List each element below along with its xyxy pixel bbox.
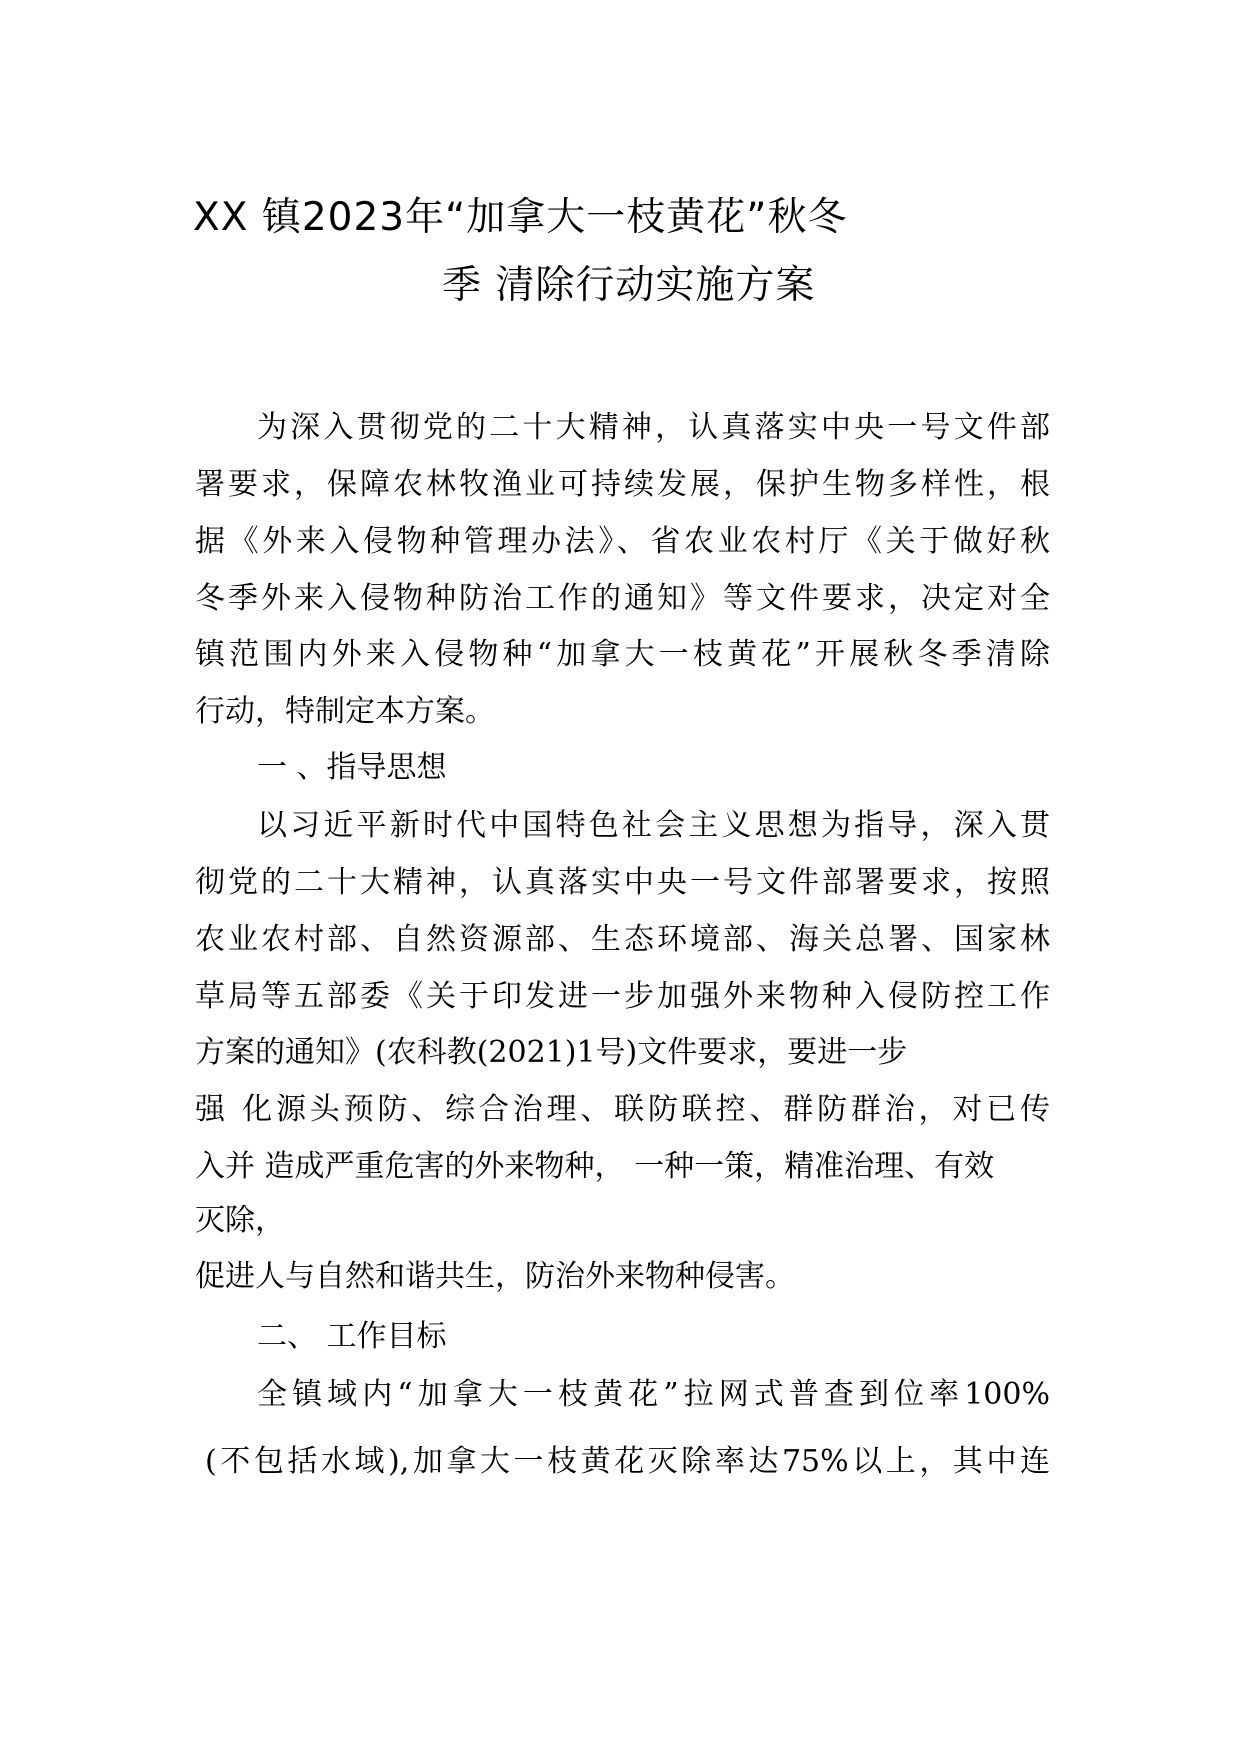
document-title-line-2: 季 清除行动实施方案 <box>442 263 816 308</box>
intro-line-5: 镇范围内外来入侵物种“加拿大一枝黄花”开展秋冬季清除 <box>195 637 1050 672</box>
section-2-line: (不包括水域),加拿大一枝黄花灭除率达75%以上，其中连 <box>205 1444 1050 1479</box>
section-2-line: 全镇域内“加拿大一枝黄花”拉网式普查到位率100% <box>257 1377 1050 1412</box>
section-1-line: 方案的通知》(农科教(2021)1号)文件要求，要进一步 <box>195 1035 908 1070</box>
section-1-line: 以习近平新时代中国特色社会主义思想为指导，深入贯 <box>257 808 1050 843</box>
section-1-heading: 一 、指导思想 <box>257 750 447 785</box>
intro-line-2: 署要求，保障农林牧渔业可持续发展，保护生物多样性，根 <box>195 467 1050 502</box>
section-1-line: 强 化源头预防、综合治理、联防联控、群防群治，对已传 <box>195 1092 1050 1127</box>
section-1-line: 入并 造成严重危害的外来物种， 一种一策，精准治理、有效 <box>195 1149 995 1184</box>
document-title-line-1: XX 镇2023年“加拿大一枝黄花”秋冬 <box>193 195 848 240</box>
section-2-heading: 二、 工作目标 <box>257 1319 447 1354</box>
section-1-line: 彻党的二十大精神，认真落实中央一号文件部署要求，按照 <box>195 865 1050 900</box>
section-1-line: 灭除， <box>195 1203 285 1238</box>
intro-line-3: 据《外来入侵物种管理办法》、省农业农村厅《关于做好秋 <box>195 524 1050 559</box>
intro-line-1: 为深入贯彻党的二十大精神，认真落实中央一号文件部 <box>257 410 1050 445</box>
section-1-line: 农业农村部、自然资源部、生态环境部、海关总署、国家林 <box>195 922 1050 957</box>
section-1-line: 草局等五部委《关于印发进一步加强外来物种入侵防控工作 <box>195 979 1050 1014</box>
section-1-line: 促进人与自然和谐共生，防治外来物种侵害。 <box>195 1259 795 1294</box>
intro-line-4: 冬季外来入侵物种防治工作的通知》等文件要求，决定对全 <box>195 581 1050 616</box>
intro-line-6: 行动，特制定本方案。 <box>195 694 495 729</box>
